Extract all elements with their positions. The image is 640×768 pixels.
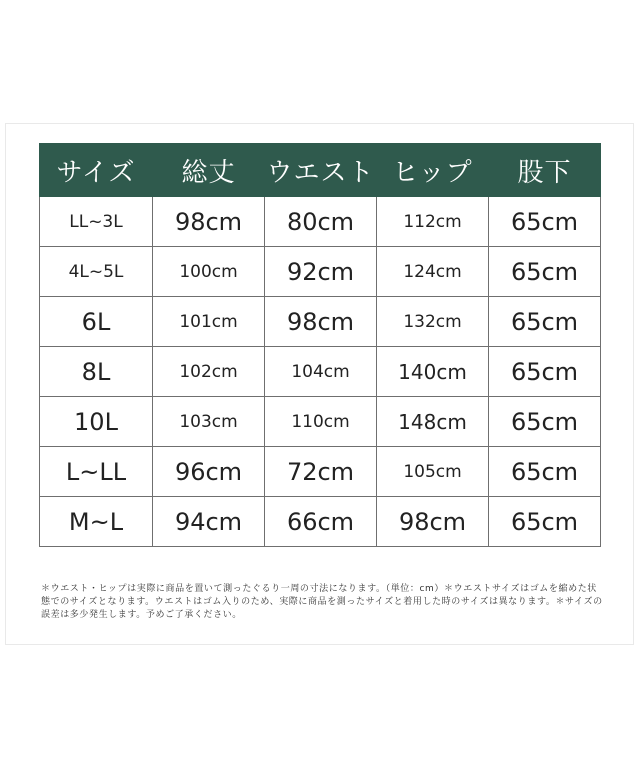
cell-hip: 132cm [377, 297, 489, 347]
cell-waist: 72cm [265, 447, 377, 497]
cell-inseam: 65cm [489, 247, 601, 297]
cell-waist: 80cm [265, 197, 377, 247]
cell-size: 4L~5L [40, 247, 153, 297]
cell-size: 8L [40, 347, 153, 397]
cell-waist: 104cm [265, 347, 377, 397]
cell-hip: 148cm [377, 397, 489, 447]
cell-waist: 66cm [265, 497, 377, 547]
cell-hip: 124cm [377, 247, 489, 297]
cell-waist: 110cm [265, 397, 377, 447]
cell-size: M~L [40, 497, 153, 547]
cell-total-length: 100cm [153, 247, 265, 297]
cell-total-length: 103cm [153, 397, 265, 447]
table-row [40, 347, 601, 397]
cell-total-length: 102cm [153, 347, 265, 397]
cell-inseam: 65cm [489, 347, 601, 397]
header-hip: ヒップ [377, 144, 489, 197]
cell-inseam: 65cm [489, 197, 601, 247]
cell-size: 10L [40, 397, 153, 447]
cell-inseam: 65cm [489, 447, 601, 497]
cell-hip: 105cm [377, 447, 489, 497]
cell-hip: 140cm [377, 347, 489, 397]
cell-hip: 98cm [377, 497, 489, 547]
table-row [40, 197, 601, 247]
cell-size: LL~3L [40, 197, 153, 247]
header-total-length: 総丈 [153, 144, 265, 197]
cell-total-length: 101cm [153, 297, 265, 347]
cell-waist: 98cm [265, 297, 377, 347]
cell-total-length: 96cm [153, 447, 265, 497]
cell-inseam: 65cm [489, 397, 601, 447]
header-size: サイズ [40, 144, 153, 197]
table-row [40, 297, 601, 347]
cell-inseam: 65cm [489, 297, 601, 347]
size-chart-table [39, 143, 601, 547]
measurement-note: ＊ウエスト・ヒップは実際に商品を置いて測ったぐるり一周の寸法になります。（単位：cm）＊ウエストサイズはゴムを縮めた状態でのサイズとなります。ウエストはゴム入りのため、実際に商品を測ったサイズと着用した時のサイズは異なります。＊サイズの誤差は多少発生します。予めご了承ください。 [41, 584, 603, 620]
table-row [40, 447, 601, 497]
cell-size: 6L [40, 297, 153, 347]
table-row [40, 497, 601, 547]
header-row [40, 144, 601, 197]
cell-waist: 92cm [265, 247, 377, 297]
cell-inseam: 65cm [489, 497, 601, 547]
cell-hip: 112cm [377, 197, 489, 247]
table-row [40, 397, 601, 447]
table-row [40, 247, 601, 297]
cell-total-length: 94cm [153, 497, 265, 547]
cell-total-length: 98cm [153, 197, 265, 247]
header-inseam: 股下 [489, 144, 601, 197]
cell-size: L~LL [40, 447, 153, 497]
header-waist: ウエスト [265, 144, 377, 197]
